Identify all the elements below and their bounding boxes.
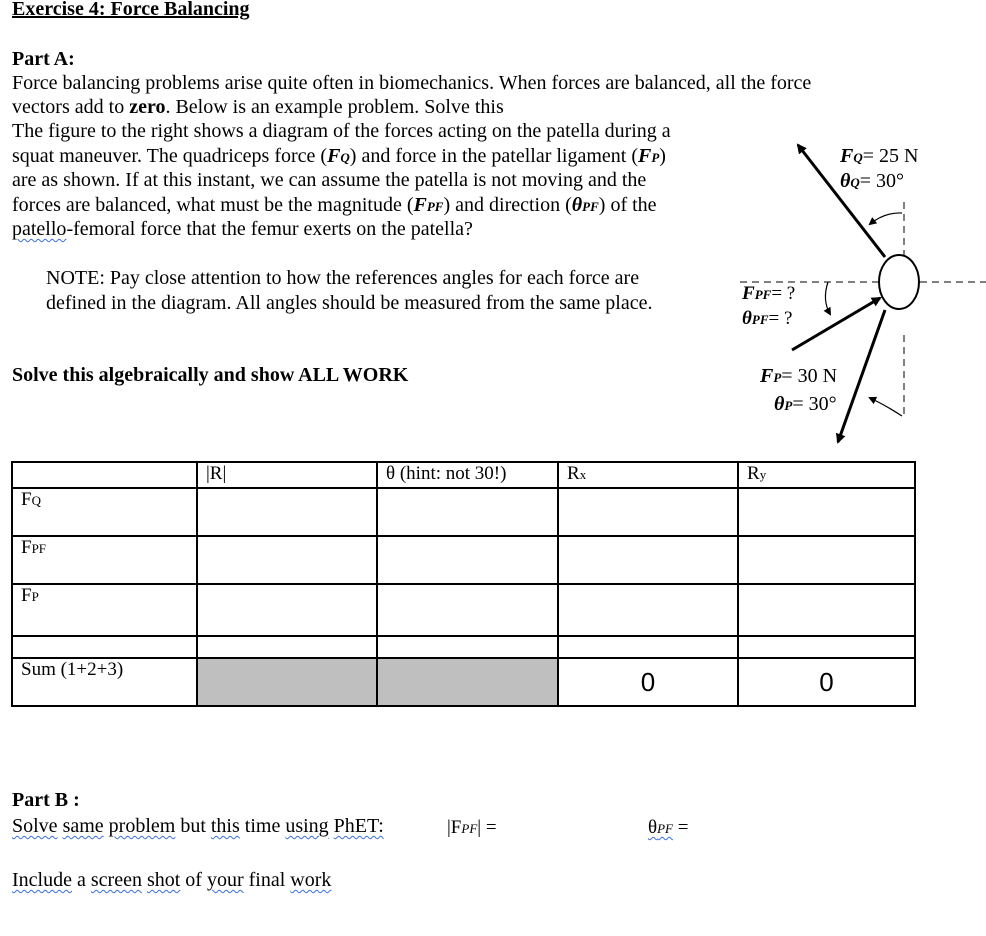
table-row: [12, 536, 915, 584]
table-row: [12, 584, 915, 636]
diagram-theta-q-label: θQ= 30°: [840, 170, 905, 192]
solve-instruction: Solve this algebraically and show ALL WORK: [12, 364, 409, 386]
shaded-cell: [197, 658, 377, 706]
problem-line-7: patello-femoral force that the femur exerts on the patella?: [12, 218, 473, 240]
diagram-theta-p-label: θP= 30°: [774, 393, 837, 415]
answer-cell[interactable]: [738, 536, 915, 584]
intro-line-2: vectors add to zero. Below is an example problem. Solve this: [12, 96, 504, 118]
problem-line-5: are as shown. If at this instant, we can assume the patella is not moving and the: [12, 169, 647, 191]
diagram-theta-pf-label: θPF= ?: [742, 308, 793, 329]
diagram-fp-label: FP= 30 N: [760, 365, 838, 387]
answer-cell[interactable]: [558, 636, 738, 658]
theta-q-arc: [870, 213, 902, 224]
part-b-line-1: Solve same problem but this time using PhET:: [12, 815, 384, 837]
table-header-cell: Rx: [558, 462, 738, 488]
row-label-sum: Sum (1+2+3): [12, 658, 197, 706]
problem-line-6: forces are balanced, what must be the magnitude (FPF) and direction (θPF) of the: [12, 194, 657, 216]
answer-cell[interactable]: [738, 488, 915, 536]
answer-cell[interactable]: [197, 536, 377, 584]
answer-cell[interactable]: [738, 636, 915, 658]
answer-cell[interactable]: [558, 488, 738, 536]
part-a-heading: Part A:: [12, 48, 75, 70]
table-header-cell: |R|: [197, 462, 377, 488]
fpf-arrow: [792, 298, 880, 350]
problem-line-4: squat maneuver. The quadriceps force (FQ) and force in the patellar ligament (FP): [12, 145, 666, 167]
answer-cell[interactable]: [377, 584, 558, 636]
table-row: [12, 488, 915, 536]
diagram-fq-label: FQ= 25 N: [840, 145, 919, 167]
sum-rx-value: 0: [558, 658, 738, 706]
row-label-fpf: FPF: [12, 536, 197, 584]
table-row: [12, 636, 915, 658]
sum-ry-value: 0: [738, 658, 915, 706]
table-header-cell: Ry: [738, 462, 915, 488]
answer-cell[interactable]: [377, 536, 558, 584]
table-row-sum: [12, 658, 915, 706]
theta-p-arc: [870, 398, 902, 416]
row-label-empty: [12, 636, 197, 658]
answer-cell[interactable]: [197, 584, 377, 636]
theta-pf-arc: [825, 282, 830, 314]
row-label-fp: FP: [12, 584, 197, 636]
answer-cell[interactable]: [558, 536, 738, 584]
answer-cell[interactable]: [738, 584, 915, 636]
exercise-title: Exercise 4: Force Balancing: [12, 0, 250, 20]
part-b-heading: Part B :: [12, 789, 80, 811]
fp-arrow: [838, 310, 885, 442]
force-table: [11, 461, 916, 707]
answer-cell[interactable]: [377, 636, 558, 658]
answer-cell[interactable]: [197, 636, 377, 658]
note-line-2: defined in the diagram. All angles should be measured from the same place.: [46, 292, 653, 314]
note-line-1: NOTE: Pay close attention to how the references angles for each force are: [46, 267, 640, 289]
row-label-fq: FQ: [12, 488, 197, 536]
answer-cell[interactable]: [558, 584, 738, 636]
shaded-cell: [377, 658, 558, 706]
table-header-row: [12, 462, 915, 488]
intro-line-1: Force balancing problems arise quite often in biomechanics. When forces are balanced, all the force: [12, 72, 812, 94]
answer-cell[interactable]: [197, 488, 377, 536]
answer-cell[interactable]: [377, 488, 558, 536]
table-header-cell: [12, 462, 197, 488]
phet-magnitude-prompt: |FPF| =: [447, 817, 497, 838]
phet-angle-prompt: θPF =: [648, 817, 689, 838]
diagram-fpf-label: FPF= ?: [742, 283, 796, 304]
part-b-line-2: Include a screen shot of your final work: [12, 869, 332, 891]
table-header-cell: θ (hint: not 30!): [377, 462, 558, 488]
problem-line-3: The figure to the right shows a diagram of the forces acting on the patella during a: [12, 120, 671, 142]
patella-shape: [879, 255, 919, 309]
